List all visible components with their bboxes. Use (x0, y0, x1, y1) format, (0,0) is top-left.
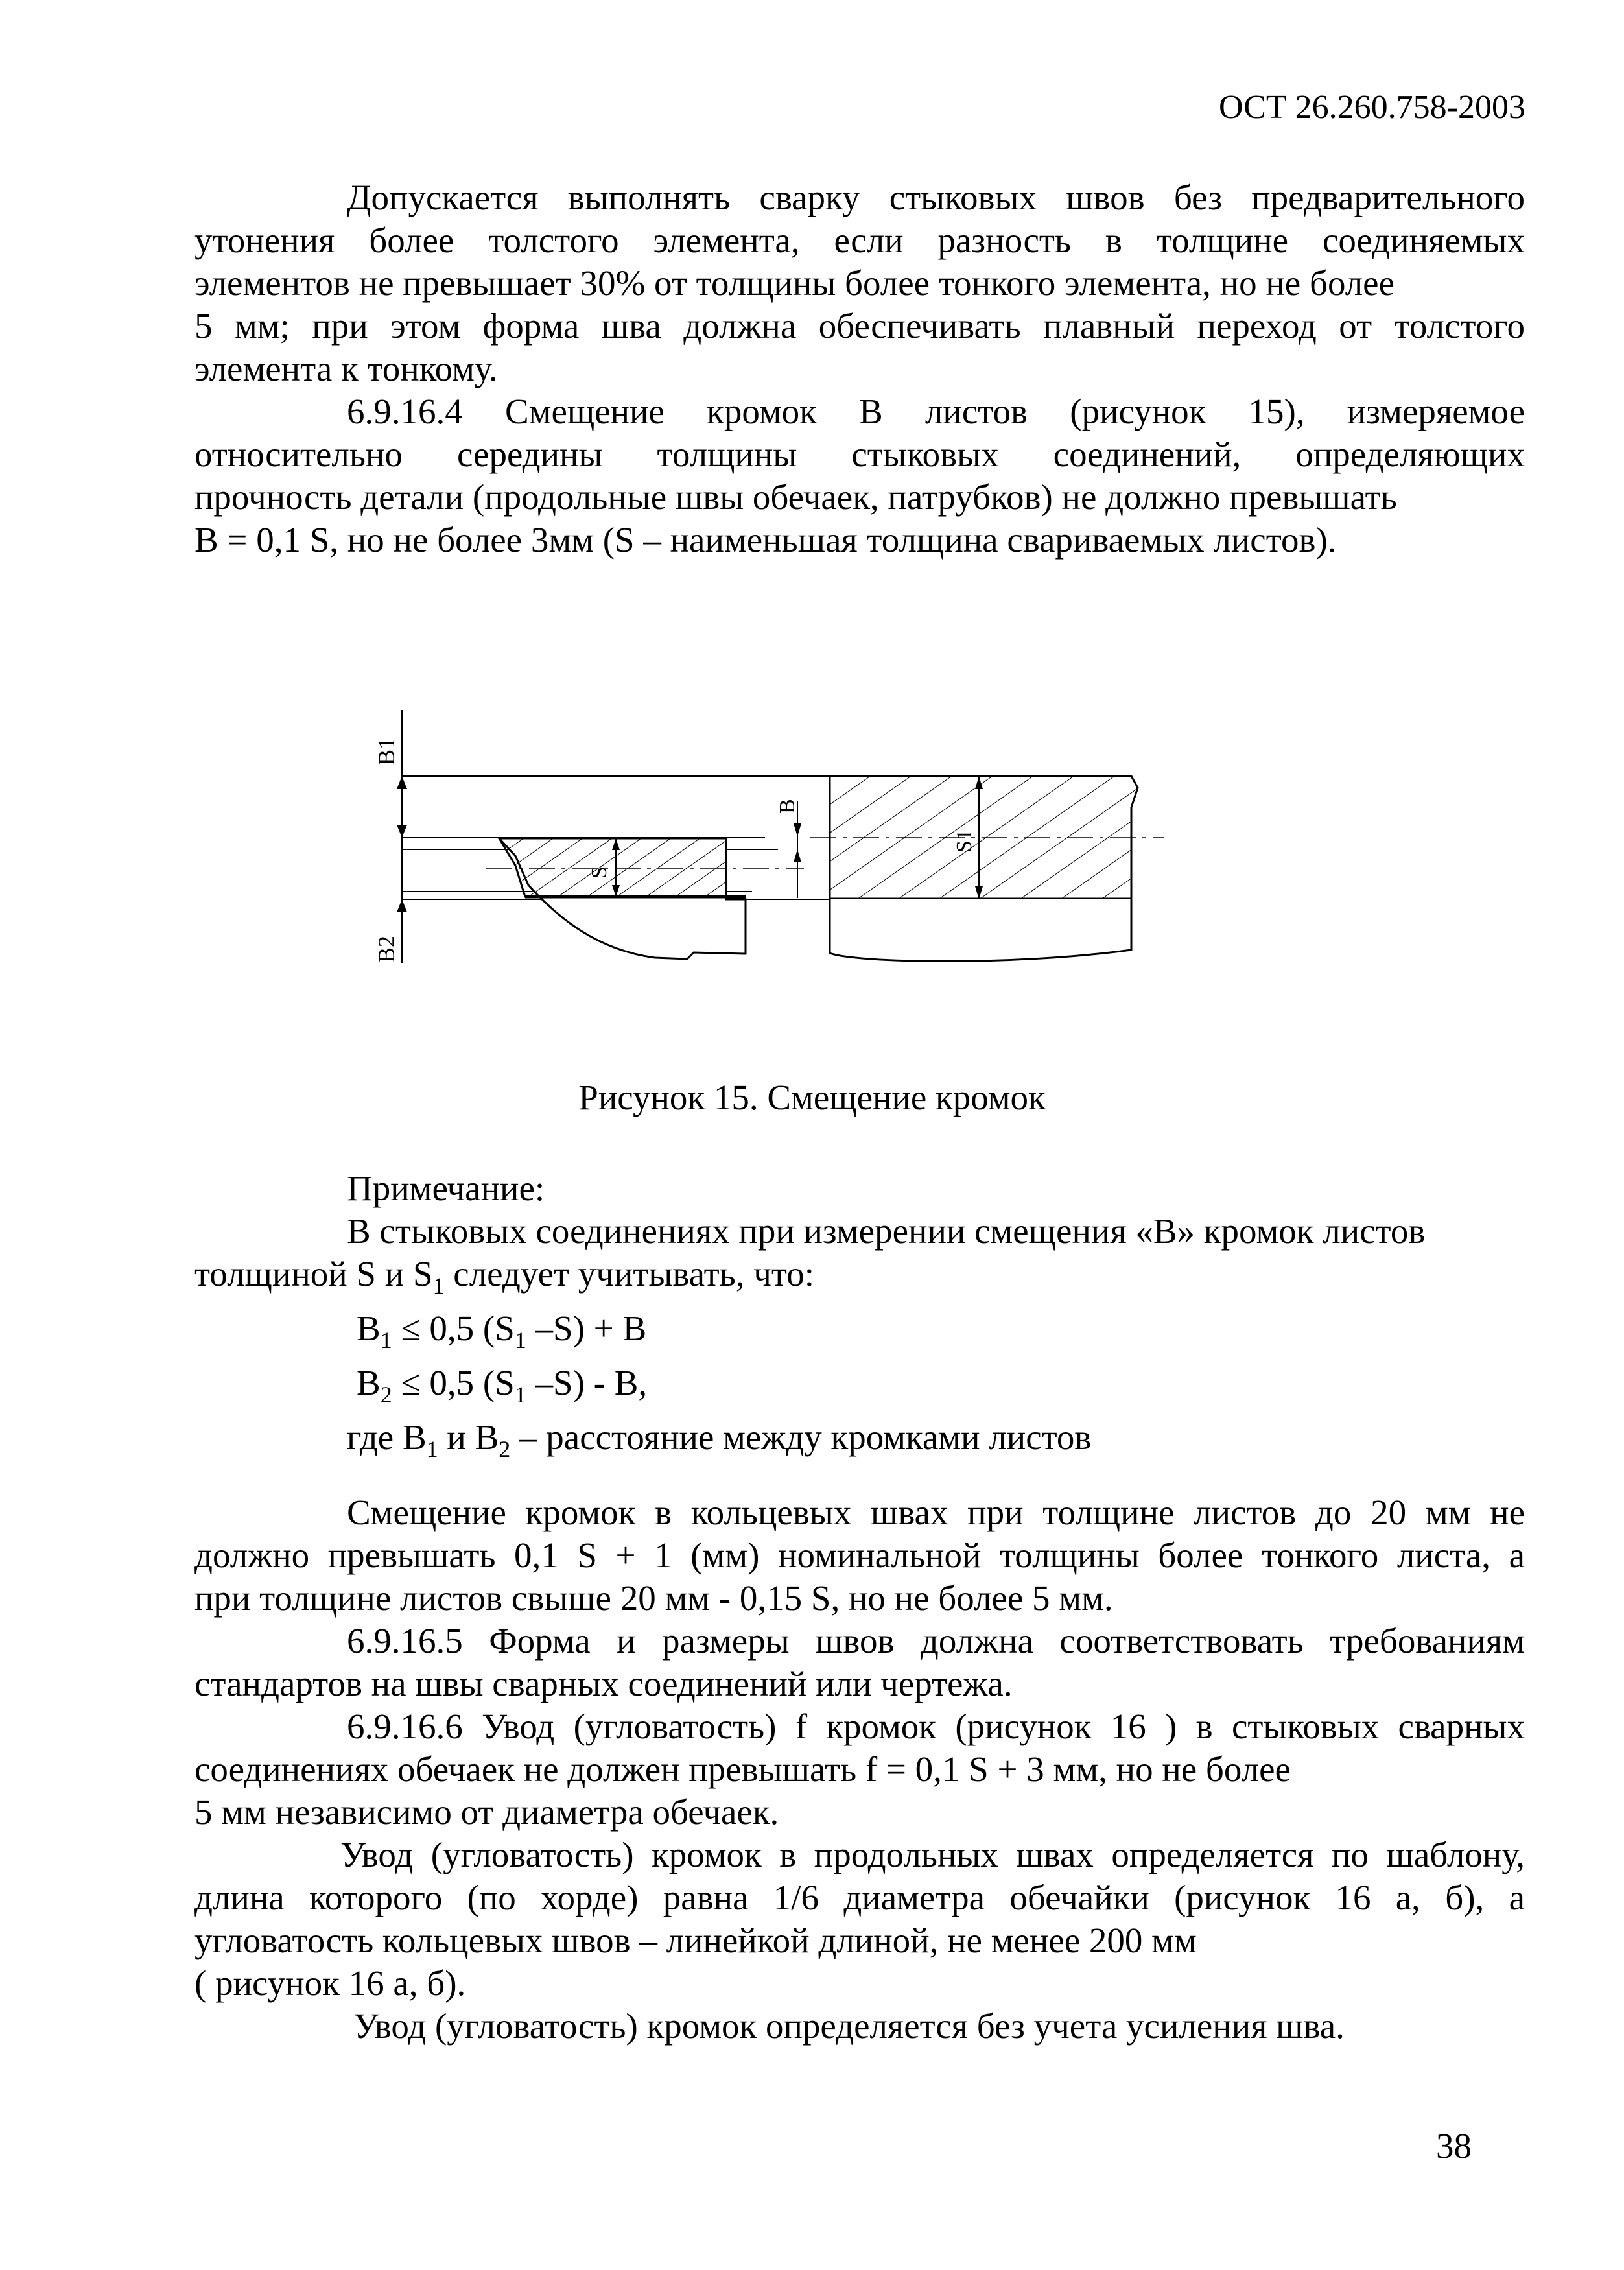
paragraph-line: прочность детали (продольные швы обечаек, патрубков) не должно превышать (194, 477, 1397, 517)
note-title: Примечание: (347, 1168, 545, 1208)
paragraph-line: 6.9.16.6 Увод (угловатость) f кромок (рисунок 16 ) в стыковых сварных (347, 1707, 1525, 1746)
thin-plate-section (499, 838, 726, 897)
section-1 (194, 176, 1525, 562)
label-s: S (587, 866, 611, 879)
paragraph-line: элемента к тонкому. (194, 349, 498, 388)
label-b: B (775, 799, 799, 814)
paragraph-line: соединениях обечаек не должен превышать f = 0,1 S + 3 мм, но не более (194, 1749, 1291, 1789)
note-line: В стыковых соединениях при измерении смещения «B» кромок листов (347, 1211, 1426, 1251)
paragraph-line: утонения более толстого элемента, если разность в толщине соединяемых (194, 220, 1525, 260)
figure-caption: Рисунок 15. Смещение кромок (578, 1078, 1046, 1117)
paragraph-line: элементов не превышает 30% от толщины более тонкого элемента, но не более (194, 263, 1395, 303)
paragraph-line: должно превышать 0,1 S + 1 (мм) номинальной толщины более тонкого листа, а (194, 1535, 1525, 1575)
formula-b1: $B_1 \le 0,5$ ($S_1$ –S) + B (357, 1308, 647, 1353)
paragraph-line: угловатость кольцевых швов – линейкой длиной, не менее 200 мм (194, 1921, 1197, 1960)
note-section (194, 1167, 1530, 1471)
paragraph-line: 6.9.16.5 Форма и размеры швов должна соответствовать требованиям (347, 1621, 1525, 1661)
paragraph-line: Увод (угловатость) кромок в продольных швах определяется по шаблону, (340, 1835, 1525, 1874)
paragraph-line: 5 мм; при этом форма шва должна обеспечивать плавный переход от толстого (194, 306, 1525, 346)
paragraph-line: ( рисунок 16 а, б). (194, 1963, 466, 2003)
paragraph-line: Смещение кромок в кольцевых швах при толщине листов до 20 мм не (347, 1493, 1525, 1532)
thick-plate (830, 899, 1131, 962)
label-b2: B2 (373, 935, 399, 963)
edge-offset-drawing (363, 703, 1206, 976)
note-line: толщиной S и $S_1$ следует учитывать, что: (194, 1254, 814, 1299)
paragraph-line: 5 мм независимо от диаметра обечаек. (194, 1792, 779, 1832)
paragraph-line: B = 0,1 S, но не более 3мм (S – наименьшая толщина свариваемых листов). (194, 520, 1337, 560)
label-b1: B1 (373, 737, 399, 765)
paragraph-line: стандартов на швы сварных соединений или чертежа. (194, 1664, 1013, 1703)
paragraph-line: длина которого (по хорде) равна 1/6 диаметра обечайки (рисунок 16 а, б), а (194, 1878, 1525, 1917)
figure-edge-offset (363, 703, 1206, 976)
paragraph-line: при толщине листов свыше 20 мм - 0,15 S, но не более 5 мм. (194, 1578, 1113, 1618)
document-code: ОСТ 26.260.758-2003 (1219, 89, 1525, 126)
paragraph-line: 6.9.16.4 Смещение кромок B листов (рисунок 15), измеряемое (347, 392, 1525, 431)
note-where: где $B_1$ и $B_2$ – расстояние между кромками листов (347, 1417, 1092, 1462)
paragraph-line: относительно середины толщины стыковых соединений, определяющих (194, 434, 1525, 474)
label-s1: S1 (952, 829, 976, 853)
page-number: 38 (1436, 2126, 1472, 2166)
paragraph-line: Допускается выполнять сварку стыковых швов без предварительного (347, 178, 1525, 217)
section-2 (194, 1491, 1525, 2048)
paragraph-line: Увод (угловатость) кромок определяется без учета усиления шва. (353, 2006, 1345, 2046)
formula-b2: $B_2 \le 0,5$ ($S_1$ –S) - B, (357, 1363, 648, 1408)
